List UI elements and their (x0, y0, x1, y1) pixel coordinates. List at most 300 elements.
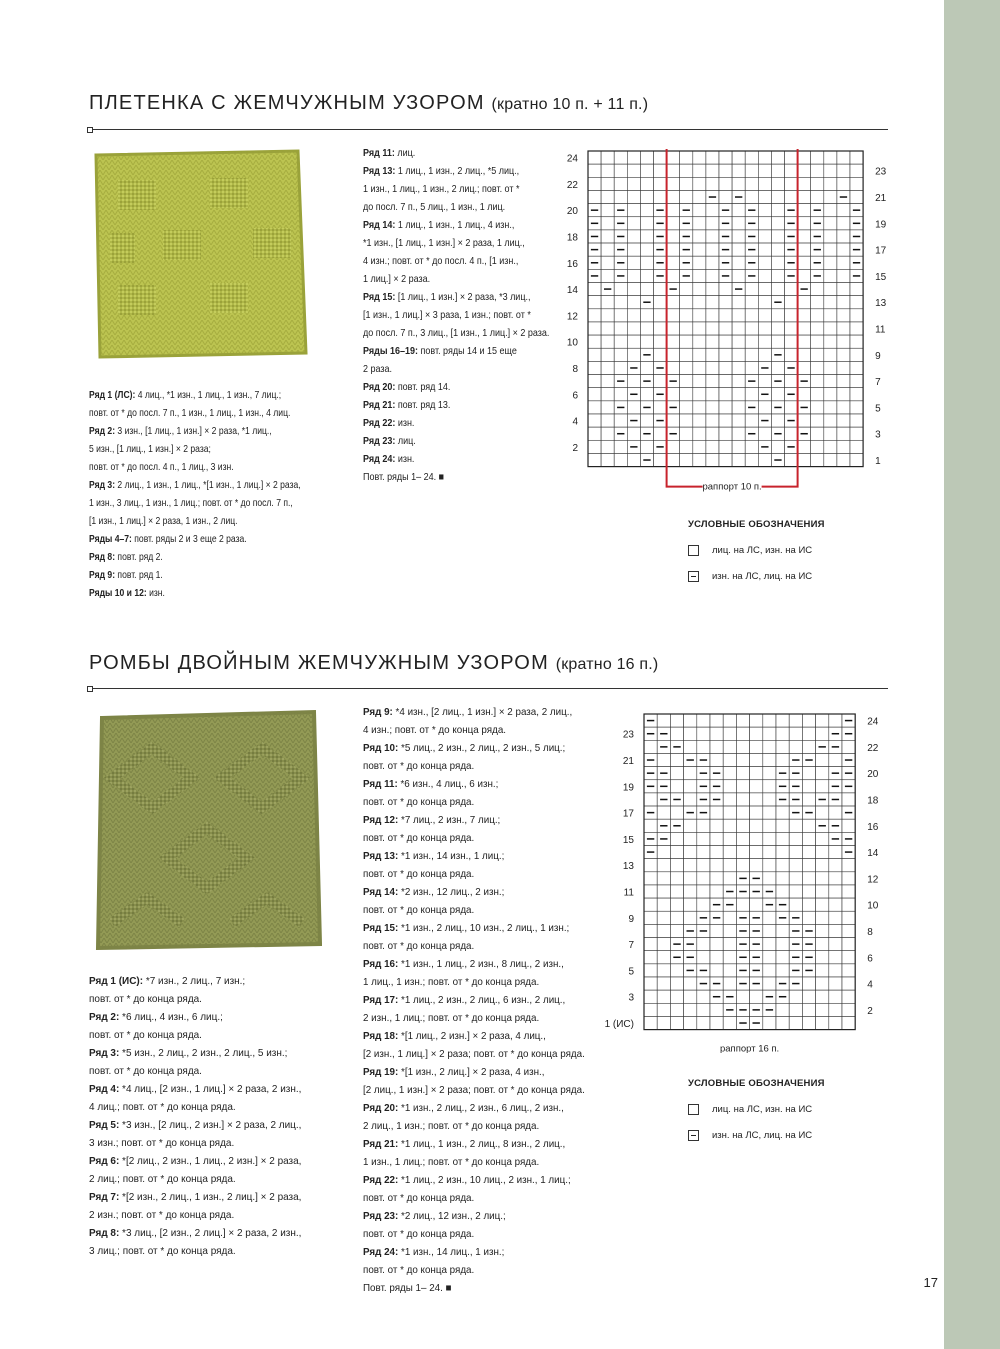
chart-cell (719, 427, 732, 440)
chart-cell (614, 322, 627, 335)
row-number-left: 22 (566, 179, 578, 191)
chart-cell (763, 753, 776, 766)
chart-cell (842, 951, 855, 964)
chart-cell (654, 335, 667, 348)
chart-cell (693, 309, 706, 322)
chart-cell (816, 990, 829, 1003)
section2-multiple: (кратно 16 п.) (555, 656, 659, 673)
chart-cell (811, 453, 824, 466)
chart-cell (816, 911, 829, 924)
row-text: 2 раза. (363, 364, 393, 375)
chart-cell (842, 740, 855, 753)
chart-cell (750, 740, 763, 753)
chart-cell (842, 964, 855, 977)
chart-cell (706, 375, 719, 388)
section2-instructions-left (89, 973, 301, 1261)
chart-cell (811, 190, 824, 203)
chart-cell (763, 911, 776, 924)
chart-cell (811, 296, 824, 309)
row-text: *6 изн., 4 лиц., 6 изн.; (397, 779, 499, 790)
chart-cell (706, 440, 719, 453)
chart-cell (640, 283, 653, 296)
chart-cell (719, 283, 732, 296)
chart-cell (771, 230, 784, 243)
chart-cell (644, 964, 657, 977)
chart-cell (640, 164, 653, 177)
chart-cell (763, 859, 776, 872)
chart-cell (684, 872, 697, 885)
chart-cell (816, 885, 829, 898)
instruction-line (89, 477, 301, 495)
chart-cell (657, 951, 670, 964)
chart-cell (842, 793, 855, 806)
chart-cell (785, 283, 798, 296)
chart-cell (693, 269, 706, 282)
chart-cell (802, 977, 815, 990)
chart-cell (614, 164, 627, 177)
chart-cell (789, 740, 802, 753)
chart-cell (684, 885, 697, 898)
row-text: повт. ряд 2. (115, 552, 163, 563)
chart-cell (732, 335, 745, 348)
chart-cell (802, 911, 815, 924)
row-number-left: 24 (566, 153, 578, 165)
row-number-right: 8 (867, 926, 873, 938)
row-number-left: 5 (628, 966, 634, 978)
chart-cell (824, 414, 837, 427)
chart-cell (798, 440, 811, 453)
chart-cell (824, 269, 837, 282)
row-number-right: 18 (867, 795, 879, 807)
chart-cell (693, 230, 706, 243)
chart-cell (824, 190, 837, 203)
chart-cell (657, 1016, 670, 1029)
chart-cell (680, 427, 693, 440)
chart-cell (710, 885, 723, 898)
row-number-right: 10 (867, 900, 879, 912)
chart-cell (644, 898, 657, 911)
chart-cell (697, 740, 710, 753)
row-number-right: 7 (875, 377, 881, 389)
chart-cell (758, 322, 771, 335)
section2-rule (89, 688, 888, 689)
row-number-right: 15 (875, 271, 887, 283)
row-text: 3 изн., [1 лиц., 1 изн.] × 2 раза, *1 лиц., (115, 426, 272, 437)
row-text: повт. от * до посл. 4 п., 1 лиц., 3 изн. (89, 462, 234, 473)
chart-cell (601, 309, 614, 322)
chart-cell (723, 977, 736, 990)
chart-cell (758, 453, 771, 466)
chart-cell (706, 427, 719, 440)
chart-cell (706, 401, 719, 414)
chart-cell (811, 335, 824, 348)
chart-cell (758, 348, 771, 361)
chart-cell (850, 414, 863, 427)
instruction-line (363, 1010, 585, 1028)
row-label: Ряд 8: (89, 552, 116, 563)
chart-cell (798, 204, 811, 217)
chart-cell (697, 990, 710, 1003)
chart-cell (693, 283, 706, 296)
chart-cell (723, 714, 736, 727)
chart-cell (816, 951, 829, 964)
chart-cell (829, 898, 842, 911)
chart-cell (697, 819, 710, 832)
instruction-line (363, 145, 549, 163)
chart-cell (719, 296, 732, 309)
chart-cell (837, 217, 850, 230)
row-label: Ряд 14: (363, 887, 399, 898)
chart-cell (837, 453, 850, 466)
row-number-left: 15 (622, 834, 634, 846)
chart-cell (693, 177, 706, 190)
chart-cell (644, 1003, 657, 1016)
chart-cell (829, 714, 842, 727)
chart-cell (667, 151, 680, 164)
chart-cell (640, 243, 653, 256)
chart-cell (824, 217, 837, 230)
chart-cell (719, 453, 732, 466)
chart-cell (706, 283, 719, 296)
chart-cell (680, 401, 693, 414)
row-label: Ряд 22: (363, 1175, 399, 1186)
row-label: Ряд 24: (363, 454, 396, 465)
chart-cell (723, 938, 736, 951)
row-number-right: 24 (867, 716, 879, 728)
chart-cell (706, 309, 719, 322)
row-text: 1 лиц.] × 2 раза. (363, 274, 431, 285)
chart-cell (824, 388, 837, 401)
chart-cell (802, 832, 815, 845)
empty-cell-icon (688, 1104, 699, 1115)
chart-cell (758, 401, 771, 414)
row-text: [1 изн., 1 лиц.] × 2 раза, 1 изн., 2 лиц. (89, 516, 238, 527)
row-text: *[2 изн., 2 лиц., 1 изн., 2 лиц.] × 2 раза, (119, 1192, 302, 1203)
chart-cell (850, 453, 863, 466)
instruction-line (89, 441, 301, 459)
chart-cell (802, 990, 815, 1003)
chart-cell (693, 427, 706, 440)
chart-cell (670, 1003, 683, 1016)
chart-cell (745, 440, 758, 453)
instruction-line (363, 1100, 585, 1118)
chart-cell (837, 283, 850, 296)
chart-cell (776, 819, 789, 832)
chart-cell (758, 164, 771, 177)
chart-cell (750, 767, 763, 780)
instruction-line (363, 235, 549, 253)
chart-cell (758, 243, 771, 256)
chart-cell (811, 309, 824, 322)
row-number-left: 19 (622, 782, 634, 794)
chart-cell (745, 322, 758, 335)
chart-cell (850, 427, 863, 440)
section2-legend: УСЛОВНЫЕ ОБОЗНАЧЕНИЯ лиц. на ЛС, изн. на ИС изн. на ЛС, лиц. на ИС (688, 1078, 888, 1148)
chart-cell (670, 977, 683, 990)
chart-cell (614, 388, 627, 401)
chart-cell (601, 375, 614, 388)
chart-cell (680, 440, 693, 453)
chart-cell (811, 348, 824, 361)
instruction-line (89, 513, 301, 531)
chart-cell (776, 832, 789, 845)
chart-cell (763, 924, 776, 937)
chart-cell (771, 309, 784, 322)
chart-cell (601, 322, 614, 335)
chart-cell (771, 217, 784, 230)
instruction-line (363, 1172, 585, 1190)
row-text: Повт. ряды 1– 24. ■ (363, 1283, 452, 1294)
row-text: повт. от * до конца ряда. (89, 994, 202, 1005)
chart-cell (706, 151, 719, 164)
chart-cell (763, 1016, 776, 1029)
chart-cell (789, 859, 802, 872)
instruction-line (89, 387, 301, 405)
chart-cell (667, 309, 680, 322)
instruction-line (363, 740, 585, 758)
row-label: Ряд 12: (363, 815, 399, 826)
chart-cell (732, 348, 745, 361)
chart-cell (798, 151, 811, 164)
row-text: 3 лиц.; повт. от * до конца ряда. (89, 1246, 236, 1257)
row-text: повт. ряды 14 и 15 еще (418, 346, 517, 357)
chart-cell (771, 164, 784, 177)
chart-cell (842, 885, 855, 898)
chart-cell (684, 977, 697, 990)
row-label: Ряд 9: (363, 707, 393, 718)
chart-cell (842, 898, 855, 911)
chart-cell (640, 217, 653, 230)
row-text: *3 лиц., [2 изн., 2 лиц.] × 2 раза, 2 изн., (119, 1228, 302, 1239)
chart-cell (644, 740, 657, 753)
chart-cell (842, 819, 855, 832)
chart-cell (710, 964, 723, 977)
chart-cell (829, 911, 842, 924)
chart-cell (657, 872, 670, 885)
chart-grid (644, 714, 855, 1030)
chart-cell (654, 322, 667, 335)
row-text: [2 изн., 1 лиц.] × 2 раза; повт. от * до конца ряда. (363, 1049, 585, 1060)
chart-cell (771, 151, 784, 164)
chart-cell (776, 964, 789, 977)
chart-cell (706, 217, 719, 230)
section2-swatch-photo (92, 708, 322, 958)
chart-cell (736, 714, 749, 727)
chart-cell (667, 348, 680, 361)
row-label: Ряд 23: (363, 436, 396, 447)
chart-cell (771, 243, 784, 256)
chart-cell (723, 832, 736, 845)
chart-cell (745, 309, 758, 322)
chart-cell (811, 322, 824, 335)
section1-instructions-middle (363, 145, 549, 487)
instruction-line (363, 866, 585, 884)
chart-cell (670, 872, 683, 885)
chart-cell (640, 177, 653, 190)
chart-cell (614, 335, 627, 348)
chart-cell (816, 727, 829, 740)
row-text: *4 изн., [2 лиц., 1 изн.] × 2 раза, 2 лиц., (392, 707, 573, 718)
instruction-line (363, 1226, 585, 1244)
chart-cell (837, 164, 850, 177)
chart-cell (601, 427, 614, 440)
row-label: Ряд 3: (89, 1048, 120, 1059)
chart-cell (684, 714, 697, 727)
chart-cell (829, 951, 842, 964)
chart-cell (667, 256, 680, 269)
chart-cell (732, 204, 745, 217)
chart-cell (829, 924, 842, 937)
chart-cell (614, 283, 627, 296)
row-number-left: 14 (566, 285, 578, 297)
row-number-right: 13 (875, 298, 887, 310)
chart-cell (680, 283, 693, 296)
chart-cell (750, 832, 763, 845)
row-label: Ряд 16: (363, 959, 399, 970)
chart-cell (829, 846, 842, 859)
chart-cell (732, 361, 745, 374)
chart-cell (697, 832, 710, 845)
instruction-line (363, 920, 585, 938)
chart-cell (706, 296, 719, 309)
repeat-label: раппорт 10 п. (702, 481, 762, 493)
chart-cell (771, 388, 784, 401)
row-number-right: 22 (867, 742, 879, 754)
chart-cell (750, 727, 763, 740)
chart-cell (644, 951, 657, 964)
chart-cell (785, 151, 798, 164)
instruction-line (89, 495, 301, 513)
row-text: 4 изн.; повт. от * до конца ряда. (363, 725, 507, 736)
chart-cell (657, 990, 670, 1003)
chart-cell (693, 453, 706, 466)
chart-cell (680, 190, 693, 203)
chart-cell (776, 938, 789, 951)
section1-chart (555, 148, 895, 493)
chart-cell (816, 753, 829, 766)
chart-cell (745, 335, 758, 348)
chart-cell (667, 204, 680, 217)
chart-cell (680, 296, 693, 309)
chart-cell (670, 898, 683, 911)
chart-cell (776, 885, 789, 898)
chart-cell (829, 872, 842, 885)
chart-cell (771, 256, 784, 269)
chart-cell (723, 740, 736, 753)
section2-title (89, 652, 658, 675)
chart-cell (811, 440, 824, 453)
row-number-left: 7 (628, 940, 634, 952)
row-label: Ряд 17: (363, 995, 399, 1006)
instruction-line (89, 405, 301, 423)
row-number-left: 8 (572, 363, 578, 375)
section1-title-text: ПЛЕТЕНКА С ЖЕМЧУЖНЫМ УЗОРОМ (89, 92, 485, 114)
chart-cell (776, 846, 789, 859)
chart-cell (785, 309, 798, 322)
chart-cell (798, 164, 811, 177)
chart-cell (697, 714, 710, 727)
instruction-line (363, 956, 585, 974)
chart-cell (798, 256, 811, 269)
chart-cell (667, 296, 680, 309)
chart-cell (710, 951, 723, 964)
row-number-right: 6 (867, 953, 873, 965)
instruction-line (89, 531, 301, 549)
chart-cell (644, 977, 657, 990)
row-text: повт. от * до конца ряда. (363, 1193, 475, 1204)
instruction-line (363, 433, 549, 451)
row-number-left: 16 (566, 258, 578, 270)
chart-cell (771, 204, 784, 217)
chart-cell (816, 714, 829, 727)
chart-cell (837, 414, 850, 427)
chart-cell (719, 401, 732, 414)
chart-cell (785, 177, 798, 190)
instruction-line (89, 567, 301, 585)
row-text: *7 лиц., 2 изн., 7 лиц.; (398, 815, 501, 826)
chart-cell (627, 151, 640, 164)
chart-cell (654, 190, 667, 203)
chart-cell (601, 177, 614, 190)
chart-cell (640, 151, 653, 164)
row-text: до посл. 7 п., 3 лиц., [1 изн., 1 лиц.] × 2 раза. (363, 328, 550, 339)
chart-cell (719, 440, 732, 453)
row-number-left: 1 (ИС) (604, 1019, 634, 1031)
chart-cell (627, 401, 640, 414)
chart-cell (736, 819, 749, 832)
instruction-line (89, 1135, 301, 1153)
chart-cell (627, 427, 640, 440)
chart-cell (670, 924, 683, 937)
chart-cell (758, 269, 771, 282)
chart-cell (763, 793, 776, 806)
row-text: *7 изн., 2 лиц., 7 изн.; (143, 976, 246, 987)
repeat-label: раппорт 16 п. (719, 1043, 780, 1053)
chart-cell (837, 296, 850, 309)
chart-cell (710, 846, 723, 859)
chart-cell (763, 740, 776, 753)
instruction-line (89, 1171, 301, 1189)
chart-cell (802, 819, 815, 832)
row-text: повт. ряд 14. (395, 382, 451, 393)
section1-legend: УСЛОВНЫЕ ОБОЗНАЧЕНИЯ лиц. на ЛС, изн. на ИС изн. на ЛС, лиц. на ИС (688, 519, 888, 589)
chart-cell (829, 938, 842, 951)
chart-cell (824, 348, 837, 361)
chart-cell (667, 440, 680, 453)
chart-cell (684, 740, 697, 753)
chart-cell (693, 348, 706, 361)
chart-cell (837, 388, 850, 401)
row-label: Ряд 13: (363, 851, 399, 862)
chart-cell (644, 885, 657, 898)
chart-cell (802, 898, 815, 911)
chart-cell (763, 872, 776, 885)
instruction-line (363, 1244, 585, 1262)
row-text: *6 лиц., 4 изн., 6 лиц.; (119, 1012, 223, 1023)
row-label: Ряд 1 (ЛС): (89, 390, 136, 401)
row-label: Ряд 11: (363, 148, 395, 159)
chart-cell (745, 453, 758, 466)
chart-cell (644, 924, 657, 937)
row-number-right: 20 (867, 769, 879, 781)
chart-cell (824, 256, 837, 269)
chart-cell (824, 230, 837, 243)
chart-cell (640, 440, 653, 453)
instruction-line (89, 1225, 301, 1243)
chart-cell (640, 309, 653, 322)
chart-cell (657, 977, 670, 990)
chart-cell (640, 204, 653, 217)
